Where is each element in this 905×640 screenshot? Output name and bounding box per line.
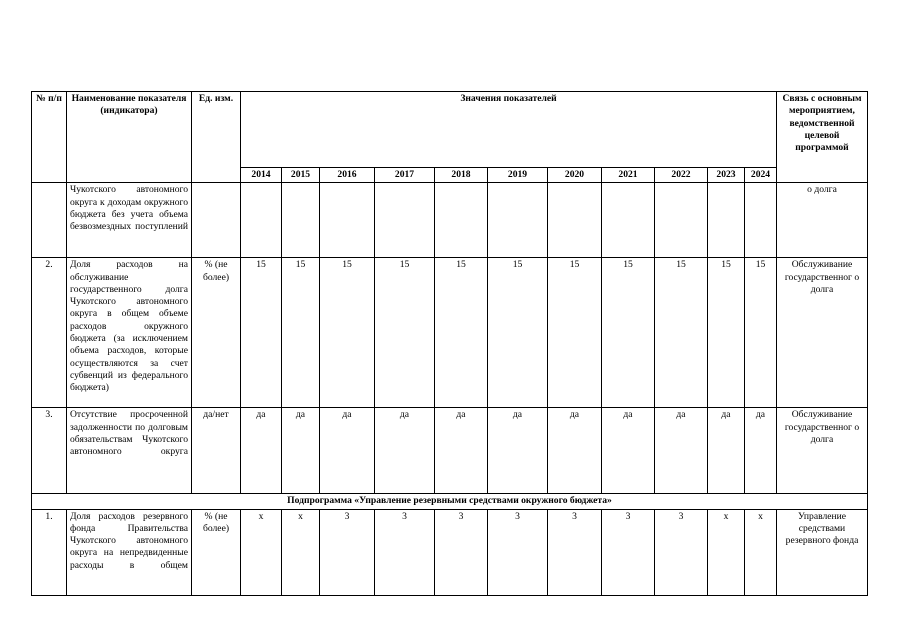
value-cell: да [435,408,488,494]
row-unit: да/нет [192,408,241,494]
value-cell: 15 [745,258,777,408]
header-num: № п/п [32,92,67,183]
row-indicator-name: Отсутствие просроченной задолженности по долговым обязательствам Чукотского автономного округа [67,408,192,494]
value-cell: да [548,408,602,494]
table-row [32,183,868,258]
row-num [32,183,67,258]
value-cell [745,183,777,258]
value-cell: х [745,509,777,595]
row-unit: % (не более) [192,258,241,408]
value-cell: да [745,408,777,494]
value-cell: 15 [435,258,488,408]
year-cell: 2020 [548,168,602,183]
year-cell: 2014 [241,168,282,183]
row-num: 1. [32,509,67,595]
value-cell: 3 [602,509,655,595]
subprogram-title: Подпрограмма «Управление резервными средствами окружного бюджета» [32,494,868,509]
year-cell: 2024 [745,168,777,183]
year-cell: 2015 [282,168,320,183]
value-cell: х [708,509,745,595]
indicators-table [31,91,868,596]
value-cell: 15 [708,258,745,408]
header-link: Связь с основным мероприятием, ведомственной целевой программой [777,92,868,183]
row-indicator-name: Доля расходов на обслуживание государственного долга Чукотского автономного округа в общем объеме расходов окружного бюджета (за исключением объема расходов, которые осуществляются за счет субвенций из федерального бюджета) [67,258,192,408]
subprogram-row [32,494,868,509]
value-cell [241,183,282,258]
year-cell: 2019 [488,168,548,183]
value-cell [655,183,708,258]
value-cell: да [375,408,435,494]
value-cell: 15 [548,258,602,408]
value-cell: 15 [602,258,655,408]
value-cell: 15 [375,258,435,408]
row-unit [192,183,241,258]
year-cell: 2018 [435,168,488,183]
value-cell [548,183,602,258]
value-cell: 3 [488,509,548,595]
row-unit: % (не более) [192,509,241,595]
year-cell: 2021 [602,168,655,183]
header-indicator-name: Наименование показателя (индикатора) [67,92,192,183]
value-cell: 15 [320,258,375,408]
row-link: Управление средствами резервного фонда [777,509,868,595]
header-row [32,92,868,168]
row-num: 3. [32,408,67,494]
year-cell: 2022 [655,168,708,183]
row-num: 2. [32,258,67,408]
value-cell: 3 [320,509,375,595]
row-link: о долга [777,183,868,258]
value-cell [435,183,488,258]
value-cell: да [241,408,282,494]
value-cell [320,183,375,258]
row-indicator-name: Чукотского автономного округа к доходам окружного бюджета без учета объема безвозмездных поступлений [67,183,192,258]
header-unit: Ед. изм. [192,92,241,183]
row-indicator-name: Доля расходов резервного фонда Правительства Чукотского автономного округа на непредвиденные расходы в общем [67,509,192,595]
value-cell [282,183,320,258]
year-cell: 2016 [320,168,375,183]
value-cell: 15 [282,258,320,408]
value-cell: да [320,408,375,494]
value-cell: 3 [548,509,602,595]
value-cell [708,183,745,258]
value-cell: да [488,408,548,494]
table-row [32,408,868,494]
year-cell: 2023 [708,168,745,183]
header-values: Значения показателей [241,92,777,168]
value-cell: 3 [655,509,708,595]
value-cell: 3 [435,509,488,595]
row-link: Обслуживание государственног о долга [777,258,868,408]
value-cell [375,183,435,258]
value-cell [602,183,655,258]
value-cell: да [708,408,745,494]
value-cell: да [655,408,708,494]
value-cell: да [602,408,655,494]
table-row [32,509,868,595]
value-cell [488,183,548,258]
value-cell: да [282,408,320,494]
year-cell: 2017 [375,168,435,183]
value-cell: х [241,509,282,595]
value-cell: 15 [655,258,708,408]
value-cell: 15 [488,258,548,408]
value-cell: 3 [375,509,435,595]
table-row [32,258,868,408]
row-link: Обслуживание государственног о долга [777,408,868,494]
value-cell: х [282,509,320,595]
value-cell: 15 [241,258,282,408]
